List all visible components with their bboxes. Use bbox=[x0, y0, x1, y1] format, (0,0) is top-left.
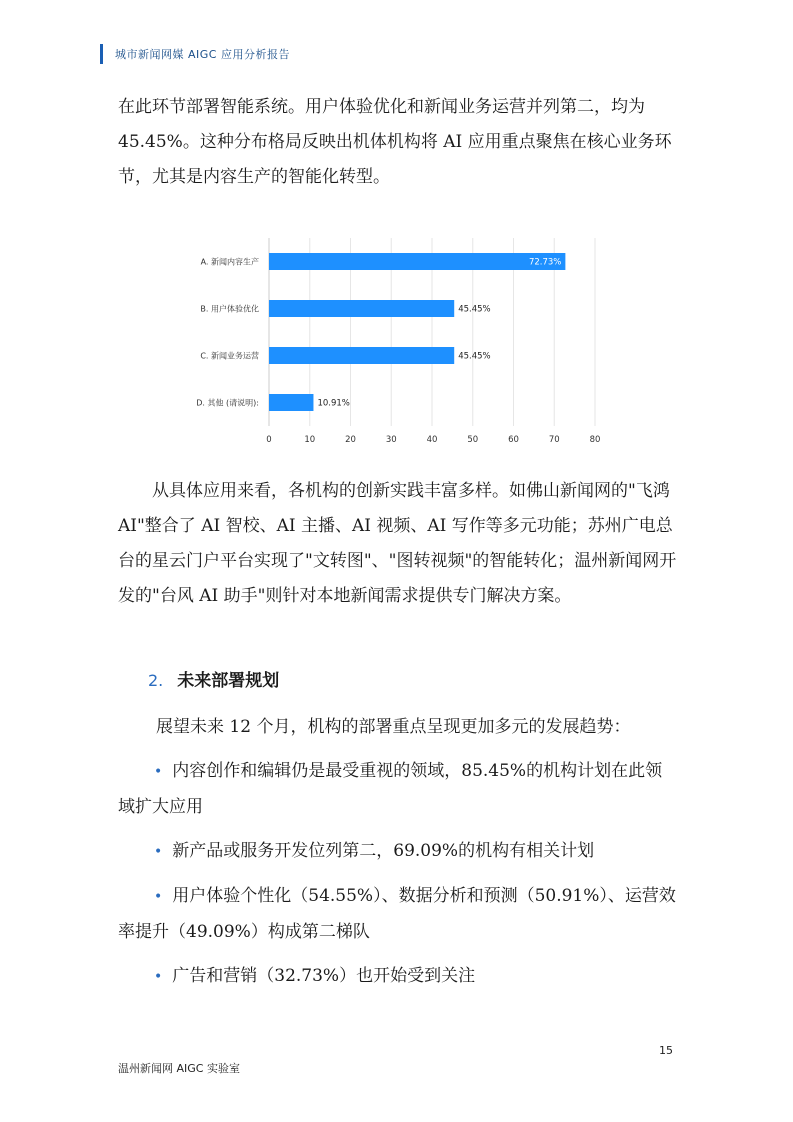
paragraph-2: 从具体应用来看，各机构的创新实践丰富多样。如佛山新闻网的"飞鸿 AI"整合了 AI 智校、AI 主播、AI 视频、AI 写作等多元功能；苏州广电总台的星云门户平台实现了"文转图"、"图转视频"的智能转化；温州新闻网开发的"台风 AI 助手"则针对本地新闻需求提供专门解决方案。 bbox=[118, 481, 677, 606]
category-label: D. 其他 (请说明): bbox=[196, 398, 259, 408]
list-item bbox=[118, 754, 678, 825]
x-tick-label: 80 bbox=[589, 435, 601, 445]
data-label: 45.45% bbox=[458, 351, 491, 362]
x-tick-label: 60 bbox=[508, 435, 519, 445]
header-accent-bar bbox=[100, 44, 103, 64]
bar-chart bbox=[120, 230, 620, 450]
bar bbox=[269, 394, 313, 411]
intro-text: 展望未来 12 个月，机构的部署重点呈现更加多元的发展趋势： bbox=[156, 717, 631, 737]
x-tick-label: 40 bbox=[426, 435, 438, 445]
list-item bbox=[118, 959, 678, 995]
bullet-text: 用户体验个性化（54.55%）、数据分析和预测（50.91%）、运营效率提升（49.09%）构成第二梯队 bbox=[118, 886, 676, 942]
header-title: 城市新闻网媒 AIGC 应用分析报告 bbox=[115, 48, 290, 61]
bullet-dot-icon: • bbox=[154, 844, 163, 860]
section-heading bbox=[148, 666, 279, 691]
bar bbox=[269, 300, 454, 317]
x-tick-label: 0 bbox=[266, 435, 272, 445]
section-title: 未来部署规划 bbox=[177, 671, 280, 691]
paragraph-1: 在此环节部署智能系统。用户体验优化和新闻业务运营并列第二，均为 45.45%。这种分布格局反映出机体机构将 AI 应用重点聚焦在核心业务环节，尤其是内容生产的智能化转型。 bbox=[118, 97, 672, 187]
bullet-dot-icon: • bbox=[154, 889, 163, 905]
x-tick-label: 70 bbox=[548, 435, 560, 445]
x-tick-label: 50 bbox=[467, 435, 479, 445]
bar bbox=[269, 253, 565, 270]
data-label: 10.91% bbox=[317, 398, 350, 409]
x-tick-label: 30 bbox=[385, 435, 397, 445]
data-label: 72.73% bbox=[528, 257, 562, 268]
category-label: B. 用户体验优化 bbox=[200, 304, 259, 314]
bullet-dot-icon: • bbox=[154, 764, 163, 780]
page-number: 15 bbox=[659, 1044, 673, 1057]
category-label: A. 新闻内容生产 bbox=[200, 257, 259, 267]
category-label: C. 新闻业务运营 bbox=[200, 351, 259, 361]
section-number: 2. bbox=[148, 671, 164, 690]
x-tick-label: 10 bbox=[304, 435, 316, 445]
bullet-text: 广告和营销（32.73%）也开始受到关注 bbox=[172, 966, 476, 986]
bullet-text: 内容创作和编辑仍是最受重视的领域，85.45%的机构计划在此领域扩大应用 bbox=[118, 761, 663, 817]
bullet-list bbox=[118, 754, 678, 1004]
list-item bbox=[118, 879, 678, 950]
bar-chart-svg bbox=[120, 230, 620, 450]
page-header bbox=[100, 44, 290, 64]
bar bbox=[269, 347, 454, 364]
bullet-dot-icon: • bbox=[154, 969, 163, 985]
list-item bbox=[118, 834, 678, 870]
data-label: 45.45% bbox=[458, 304, 491, 315]
x-tick-label: 20 bbox=[345, 435, 356, 445]
bullet-text: 新产品或服务开发位列第二，69.09%的机构有相关计划 bbox=[172, 841, 595, 861]
page-footer: 温州新闻网 AIGC 实验室 bbox=[118, 1062, 240, 1075]
